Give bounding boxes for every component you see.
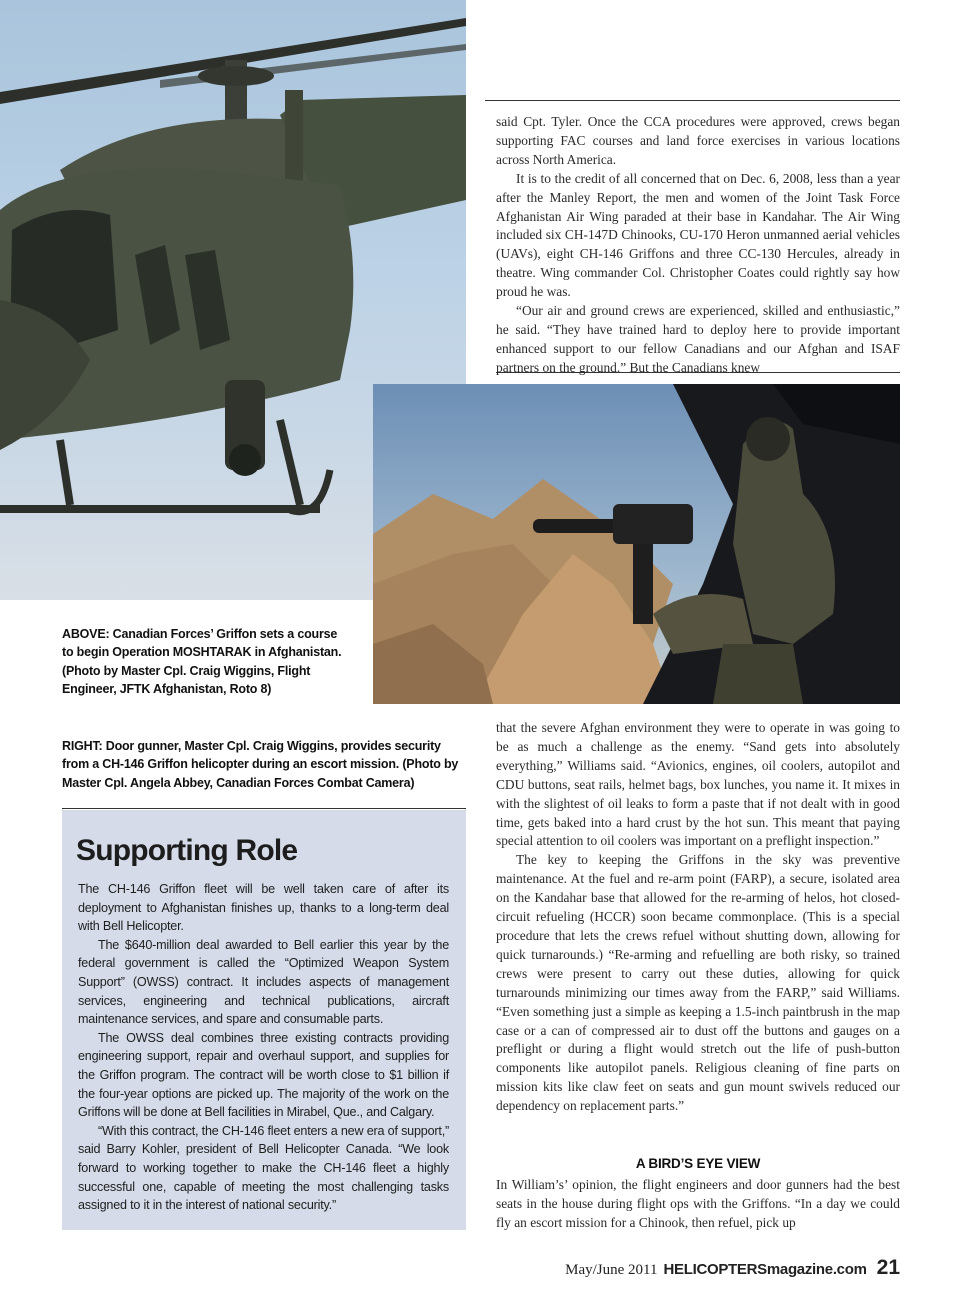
door-gunner-illustration — [373, 384, 900, 704]
page-footer — [565, 1256, 900, 1280]
paragraph: said Cpt. Tyler. Once the CCA procedures were approved, crews began supporting FAC courses and land force exercises in various locations across North America. — [496, 114, 900, 167]
article-column-final — [496, 1176, 900, 1233]
paragraph: In William’s’ opinion, the flight engineers and door gunners had the best seats in the house during flight ops with the Griffons. “In a day we could fly an escort mission for a Chinook, then refuel, pick up — [496, 1177, 900, 1230]
paragraph: The key to keeping the Griffons in the sky was preventive maintenance. At the fuel and re-arm point (FARP), a secure, isolated area on the Kandahar base that allowed for the re-arming of helos, hot closed-circuit refueling (HCCR) soon became commonplace. (This is a special procedure that lets the crews refuel without shutting down, allowing for quick turnarounds.) “Re-arming and refuelling are both risky, so trained crews were present to carry out these duties, allowing for quick turnarounds minimizing our times away from the FARP,” said Williams. “Even something just a simple as keeping a 1.5-inch paintbrush in the map case or a can of compressed air to dust off the buttons and gauges on a preflight or during a flight would stretch out the life of push-button components like autopilot panels. Religious cleaning of fine parts on mission kits like claw feet on seats and gun mount swivels reduced our dependency on replacement parts.” — [496, 852, 900, 1114]
paragraph: that the severe Afghan environment they were to operate in was going to be as much a challenge as the enemy. “Sand gets into absolutely everything,” Williams said. “Avionics, engines, oil coolers, autopilot and CDU buttons, seat rails, helmet bags, box lunches, you name it. It mixes in with the slightest of oil leaks to form a paste that if not dealt with in good time, gets baked into a hard crust by the hot sun. This meant that paying special attention to oil coolers was important on a preflight inspection.” — [496, 720, 900, 849]
door-gunner-photo — [373, 384, 900, 704]
page-number: 21 — [876, 1256, 900, 1279]
paragraph: The OWSS deal combines three existing contracts providing engineering support, repair and overhaul support, and supplies for the Griffon program. The contract will be worth close to $1 billion if the four-year options are picked up. The majority of the work on the Griffons will be done at Bell facilities in Mirabel, Que., and Calgary. — [78, 1030, 449, 1120]
article-column-top — [496, 113, 900, 378]
column-top-rule — [485, 100, 900, 101]
paragraph: It is to the credit of all concerned that on Dec. 6, 2008, less than a year after the Manley Report, the men and women of the Joint Task Force Afghanistan Air Wing paraded at their base in Kandahar. The Air Wing included six CH-147D Chinooks, CU-170 Heron unmanned aerial vehicles (UAVs), eight CH-146 Griffons and three CC-130 Hercules, already in theatre. Wing commander Col. Christopher Coates could rightly say how proud he was. — [496, 170, 900, 300]
supporting-role-sidebar — [62, 810, 466, 1230]
magazine-site: HELICOPTERSmagazine.com — [663, 1261, 867, 1278]
issue-date: May/June 2011 — [565, 1262, 658, 1278]
caption-right: RIGHT: Door gunner, Master Cpl. Craig Wiggins, provides security from a CH-146 Griffon helicopter during an escort mission. (Photo by Master Cpl. Angela Abbey, Canadian Forces Combat Camera) — [62, 739, 459, 790]
sidebar-top-rule — [62, 808, 466, 809]
paragraph: The CH-146 Griffon fleet will be well taken care of after its deployment to Afghanistan finishes up, thanks to a long-term deal with Bell Helicopter. — [78, 882, 449, 934]
paragraph: The $640-million deal awarded to Bell earlier this year by the federal government is called the “Optimized Weapon System Support” (OWSS) contract. It includes aspects of management services, engineering and technical publications, aircraft maintenance services, and spare and consumable parts. — [78, 937, 449, 1027]
sidebar-body — [78, 880, 449, 1215]
paragraph: “Our air and ground crews are experienced, skilled and enthusiastic,” he said. “They have trained hard to deploy here to provide important enhanced support to our fellow Canadians and our Afghan and ISAF partners on the ground.” But the Canadians knew — [496, 303, 900, 375]
article-column-bottom — [496, 719, 900, 1116]
paragraph: “With this contract, the CH-146 fleet enters a new era of support,” said Barry Kohler, president of Bell Helicopter Canada. “We look forward to working together to make the CH-146 fleet a highly successful one, capable of meeting the most challenging tasks assigned to it in the interest of national security.” — [78, 1123, 449, 1213]
section-subhead: A BIRD’S EYE VIEW — [635, 1156, 761, 1171]
caption-above: ABOVE: Canadian Forces’ Griffon sets a course to begin Operation MOSHTARAK in Afghanistan. (Photo by Master Cpl. Craig Wiggins, Flight Engineer, JFTK Afghanistan, Roto 8) — [62, 627, 342, 697]
sidebar-title: Supporting Role — [76, 834, 298, 867]
